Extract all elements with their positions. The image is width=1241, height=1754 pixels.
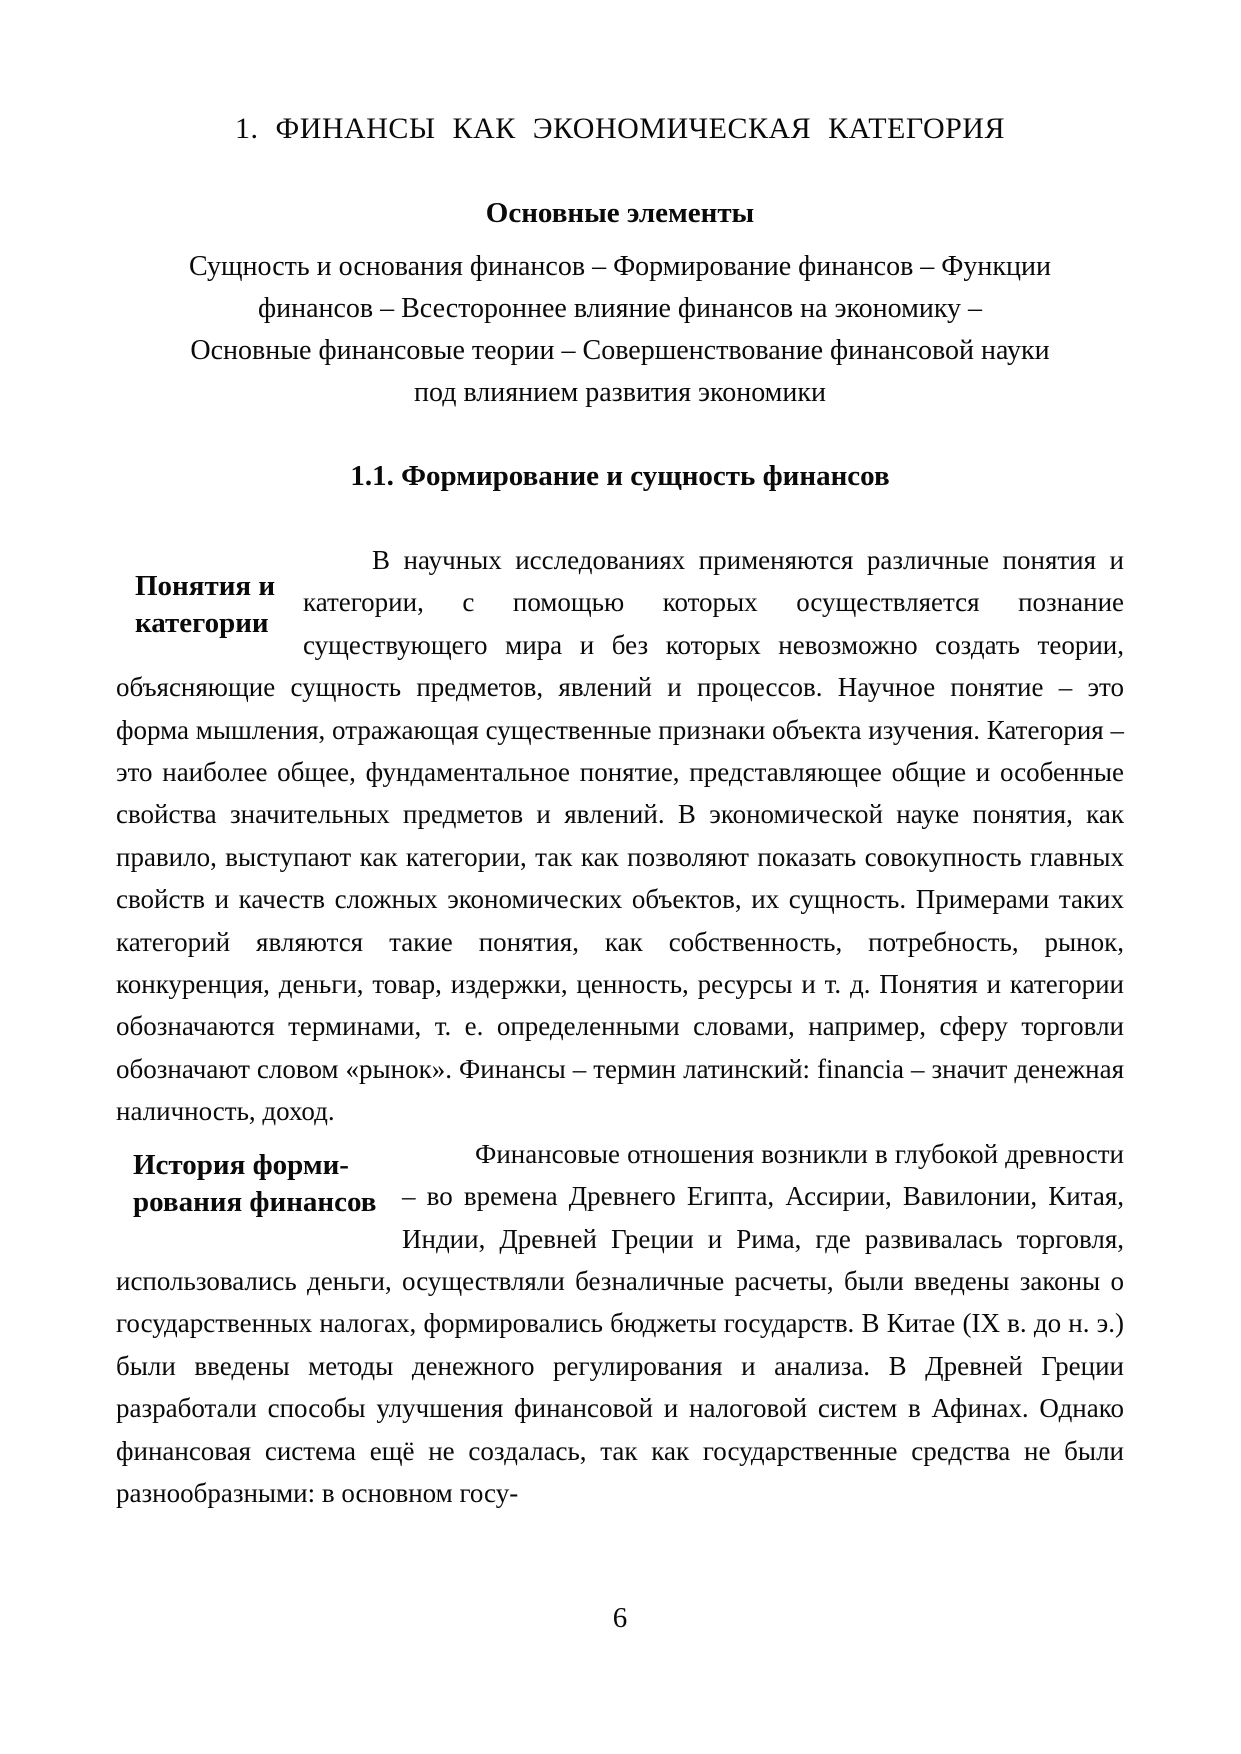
paragraph-concepts <box>116 539 1124 1133</box>
key-elements-list <box>116 246 1124 414</box>
margin-heading-line: История форми- <box>133 1148 349 1181</box>
margin-heading-history <box>116 1133 402 1249</box>
key-elements-line: Основные финансовые теории – Совершенствование финансовой науки <box>190 335 1050 366</box>
margin-heading-line: рования финансов <box>133 1185 377 1218</box>
margin-heading-line: категории <box>135 607 269 639</box>
paragraph-history-text: Финансовые отношения возникли в глубокой древности – во времена Древнего Египта, Ассирии, Вавилонии, Китая, Индии, Древней Греции и Рима, где развивалась торговля, использовались деньги, осуществляли безналичные расчеты, были введены законы о государственных налогах, формировались бюджеты государств. В Китае (IX в. до н. э.) были введены методы денежного регулирования и анализа. В Древней Греции разработали способы улучшения финансовой и налоговой систем в Афинах. Однако финансовая система ещё не создалась, так как государственные средства не были разнообразными: в основном госу- <box>116 1138 1124 1508</box>
margin-heading-concepts <box>116 539 303 655</box>
section-heading: 1.1. Формирование и сущность финансов <box>350 460 890 492</box>
paragraph-history <box>116 1133 1124 1515</box>
key-elements-line: под влиянием развития экономики <box>414 377 826 408</box>
key-elements-heading: Основные элементы <box>485 197 755 229</box>
body-text <box>116 539 1124 1514</box>
paragraph-concepts-text: В научных исследованиях применяются различные понятия и категории, с помощью которых осуществляется познание существующего мира и без которых невозможно создать теории, объясняющие сущность предметов, явлений и процессов. Научное понятие – это форма мышления, отражающая существенные признаки объекта изучения. Категория – это наиболее общее, фундаментальное понятие, представляющее общие и особенные свойства значительных предметов и явлений. В экономической науке понятия, как правило, выступают как категории, так как позволяют показать совокупность главных свойств и качеств сложных экономических объектов, их сущность. Примерами таких категорий являются такие понятия, как собственность, потребность, рынок, конкуренция, деньги, товар, издержки, ценность, ресурсы и т. д. Понятия и категории обозначаются терминами, т. е. определенными словами, например, сферу торговли обозначают словом «рынок». Финансы – термин латинский: financia – значит денежная наличность, доход. <box>116 545 1124 1127</box>
chapter-title: 1. ФИНАНСЫ КАК ЭКОНОМИЧЕСКАЯ КАТЕГОРИЯ <box>235 112 1005 145</box>
margin-heading-line: Понятия и <box>135 570 276 602</box>
key-elements-line: финансов – Всестороннее влияние финансов на экономику – <box>257 293 983 324</box>
key-elements-line: Сущность и основания финансов – Формирование финансов – Функции <box>189 251 1051 282</box>
page-number: 6 <box>612 1602 628 1634</box>
